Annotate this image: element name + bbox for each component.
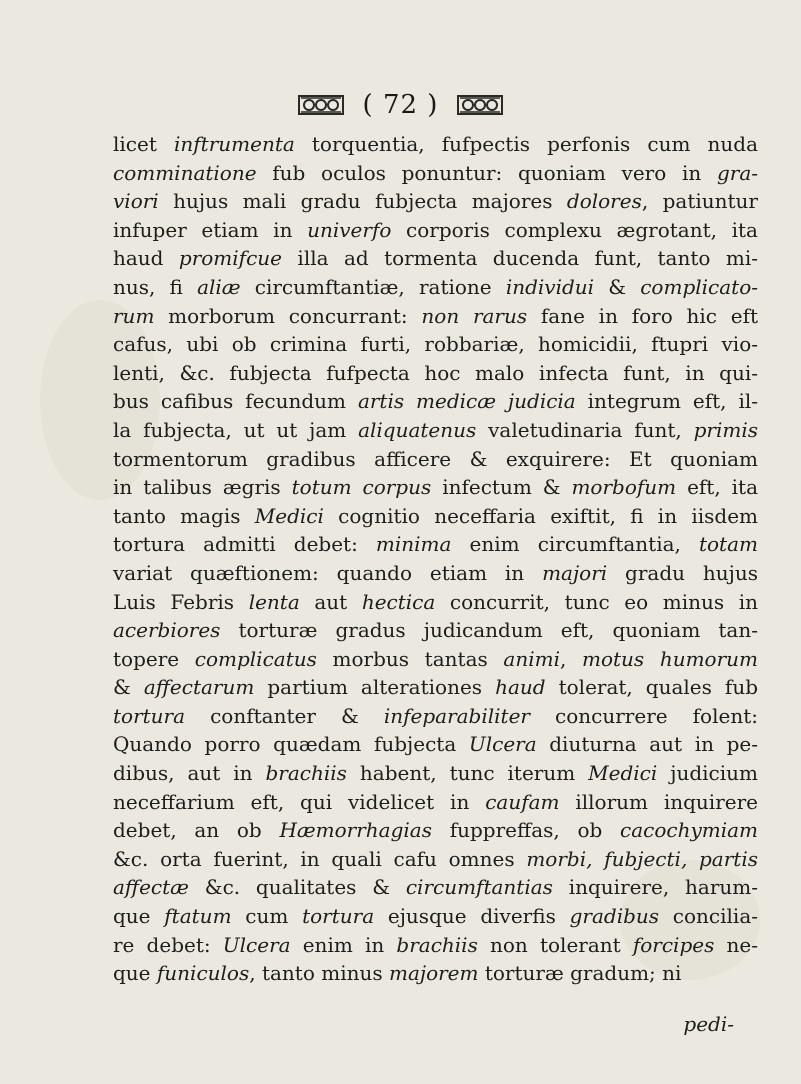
roman-text: la fubjecta, ut ut jam	[113, 417, 359, 442]
text-line	[113, 873, 758, 902]
roman-text: torquentia, fufpectis perfonis cum nuda	[294, 132, 759, 156]
italic-text: infeparabiliter	[383, 703, 530, 728]
roman-text: infectum &	[431, 475, 572, 500]
roman-text: &c. orta fuerint, in quali cafu omnes	[113, 846, 527, 871]
roman-text: &c. qualitates &	[188, 875, 406, 900]
roman-text: ejusque diverfis	[374, 904, 570, 929]
roman-text: morbus tantas	[316, 646, 504, 671]
roman-text: tolerat, quales fub	[545, 675, 758, 700]
text-line	[113, 616, 758, 645]
roman-text: &	[594, 274, 641, 299]
text-line	[113, 273, 758, 302]
roman-text: concilia-	[659, 904, 758, 929]
roman-text: enim in	[290, 932, 397, 957]
roman-text: corporis complexu ægrotant, ita	[391, 217, 758, 242]
text-line	[113, 645, 758, 674]
italic-text: aliæ	[197, 274, 241, 299]
text-line	[113, 473, 758, 502]
roman-text: tortura admitti debet:	[113, 532, 376, 557]
italic-text: lenta	[248, 589, 300, 614]
text-line	[113, 330, 758, 359]
roman-text: fub oculos ponuntur: quoniam vero in	[256, 160, 717, 185]
roman-text: illorum inquirere	[559, 789, 758, 814]
fleuron-ornament-icon	[297, 92, 345, 118]
roman-text: debet, an ob	[113, 818, 280, 843]
roman-text: bus cafibus fecundum	[113, 389, 358, 414]
roman-text: torturæ gradus judicandum eft, quoniam tan-	[220, 618, 758, 643]
text-line	[113, 730, 758, 759]
roman-text: aut	[299, 589, 362, 614]
italic-text: viori	[113, 189, 159, 214]
text-line	[113, 359, 758, 388]
roman-text: licet	[113, 132, 174, 156]
text-line	[113, 673, 758, 702]
roman-text: Luis Febris	[113, 589, 249, 614]
italic-text: tortura	[302, 904, 375, 929]
italic-text: affectarum	[143, 675, 255, 700]
roman-text: morborum concurrant:	[154, 303, 422, 328]
roman-text: conftanter &	[185, 703, 384, 728]
roman-text: gradu hujus	[607, 560, 759, 585]
roman-text: ne-	[714, 932, 758, 957]
roman-text: que	[113, 904, 165, 929]
italic-text: majorem	[388, 961, 479, 986]
text-line	[113, 216, 758, 245]
italic-text: rum	[113, 303, 155, 328]
roman-text: &	[113, 675, 144, 700]
text-line	[113, 702, 758, 731]
italic-text: majori	[542, 560, 608, 585]
roman-text: dibus, aut in	[113, 761, 266, 786]
roman-text: habent, tunc iterum	[346, 761, 589, 786]
italic-text: funiculos	[156, 961, 250, 986]
roman-text: enim circumftantia,	[451, 532, 699, 557]
roman-text: tanto magis	[113, 503, 255, 528]
roman-text: fuppreffas, ob	[432, 818, 620, 843]
italic-text: caufam	[485, 789, 560, 814]
italic-text: minima	[375, 532, 452, 557]
italic-text: aliquatenus	[358, 417, 477, 442]
italic-text: complicatus	[194, 646, 317, 671]
italic-text: cacochymiam	[620, 818, 758, 843]
italic-text: Hæmorrhagias	[279, 818, 432, 843]
roman-text: concurrere folent:	[529, 703, 758, 728]
page-header	[0, 88, 801, 122]
italic-text: Ulcera	[222, 932, 291, 957]
italic-text: promifcue	[178, 246, 282, 271]
roman-text: in talibus ægris	[113, 475, 292, 500]
roman-text: cognitio neceffaria exiftit, fi in iisdem	[323, 503, 758, 528]
text-line	[113, 187, 758, 216]
roman-text: que	[113, 961, 157, 986]
italic-text: totam	[698, 532, 758, 557]
roman-text: eft, ita	[676, 475, 758, 500]
italic-text: acerbiores	[113, 618, 221, 643]
text-line	[113, 130, 758, 159]
roman-text: valetudinaria funt,	[476, 417, 694, 442]
italic-text: Medici	[254, 503, 324, 528]
italic-text: hectica	[361, 589, 436, 614]
italic-text: forcipes	[632, 932, 715, 957]
roman-text: integrum eft, il-	[575, 389, 758, 414]
roman-text: partium alterationes	[254, 675, 496, 700]
italic-text: inftrumenta	[173, 132, 295, 156]
text-line	[113, 159, 758, 188]
text-line	[113, 416, 758, 445]
roman-text: judicium	[657, 761, 758, 786]
page-number: ( 72 )	[362, 90, 439, 120]
italic-text: dolores	[566, 189, 642, 214]
roman-text: torturæ gradum; ni	[478, 961, 682, 986]
roman-text: cafus, ubi ob crimina furti, robbariæ, homicidii, ftupri vio-	[113, 332, 758, 357]
roman-text: variat quæftionem: quando etiam in	[113, 560, 543, 585]
italic-text: primis	[693, 417, 758, 442]
roman-text: neceffarium eft, qui videlicet in	[113, 789, 486, 814]
italic-text: haud	[495, 675, 546, 700]
italic-text: brachiis	[265, 761, 347, 786]
text-line	[113, 387, 758, 416]
roman-text: , tanto minus	[249, 961, 389, 986]
roman-text: tormentorum gradibus afficere & exquirere: Et quoniam	[113, 446, 758, 471]
text-line	[113, 931, 758, 960]
italic-text: circumftantias	[405, 875, 553, 900]
roman-text: non tolerant	[477, 932, 633, 957]
roman-text: infuper etiam in	[113, 217, 308, 242]
roman-text: Quando porro quædam fubjecta	[113, 732, 469, 757]
italic-text: gradibus	[569, 904, 660, 929]
italic-text: affectæ	[113, 875, 189, 900]
roman-text: circumftantiæ, ratione	[240, 274, 506, 299]
text-line	[113, 302, 758, 331]
italic-text: brachiis	[396, 932, 478, 957]
roman-text: fane in foro hic eft	[527, 303, 759, 328]
roman-text: concurrit, tunc eo minus in	[435, 589, 758, 614]
roman-text: inquirere, harum-	[552, 875, 758, 900]
text-line	[113, 845, 758, 874]
roman-text: illa ad tormenta ducenda funt, tanto mi-	[282, 246, 758, 271]
italic-text: Medici	[588, 761, 658, 786]
text-line	[113, 759, 758, 788]
text-line	[113, 959, 758, 988]
body-text	[113, 130, 758, 988]
italic-text: univerfo	[307, 217, 392, 242]
fleuron-ornament-icon	[456, 92, 504, 118]
roman-text: re debet:	[113, 932, 223, 957]
italic-text: motus humorum	[581, 646, 758, 671]
italic-text: Ulcera	[468, 732, 537, 757]
italic-text: gra-	[716, 160, 758, 185]
text-line	[113, 588, 758, 617]
roman-text: ,	[559, 646, 582, 671]
roman-text: nus, fi	[113, 274, 198, 299]
italic-text: morbi, fubjecti, partis	[526, 846, 758, 871]
roman-text: cum	[231, 904, 303, 929]
text-line	[113, 502, 758, 531]
roman-text: topere	[113, 646, 195, 671]
roman-text: , patiuntur	[641, 189, 758, 214]
italic-text: ftatum	[164, 904, 232, 929]
italic-text: artis medicæ judicia	[357, 389, 576, 414]
text-line	[113, 559, 758, 588]
text-line	[113, 244, 758, 273]
text-line	[113, 902, 758, 931]
italic-text: individui	[505, 274, 595, 299]
text-line	[113, 530, 758, 559]
roman-text: hujus mali gradu fubjecta majores	[158, 189, 567, 214]
text-line	[113, 445, 758, 474]
roman-text: diuturna aut in pe-	[536, 732, 758, 757]
italic-text: animi	[503, 646, 560, 671]
italic-text: tortura	[113, 703, 186, 728]
italic-text: morbofum	[571, 475, 677, 500]
italic-text: non rarus	[421, 303, 528, 328]
text-line	[113, 816, 758, 845]
roman-text: haud	[113, 246, 179, 271]
italic-text: complicato-	[640, 274, 758, 299]
italic-text: totum corpus	[291, 475, 432, 500]
catchword: pedi-	[683, 1012, 734, 1036]
text-line	[113, 788, 758, 817]
italic-text: comminatione	[113, 160, 257, 185]
roman-text: lenti, &c. fubjecta fufpecta hoc malo infecta funt, in qui-	[113, 360, 758, 385]
